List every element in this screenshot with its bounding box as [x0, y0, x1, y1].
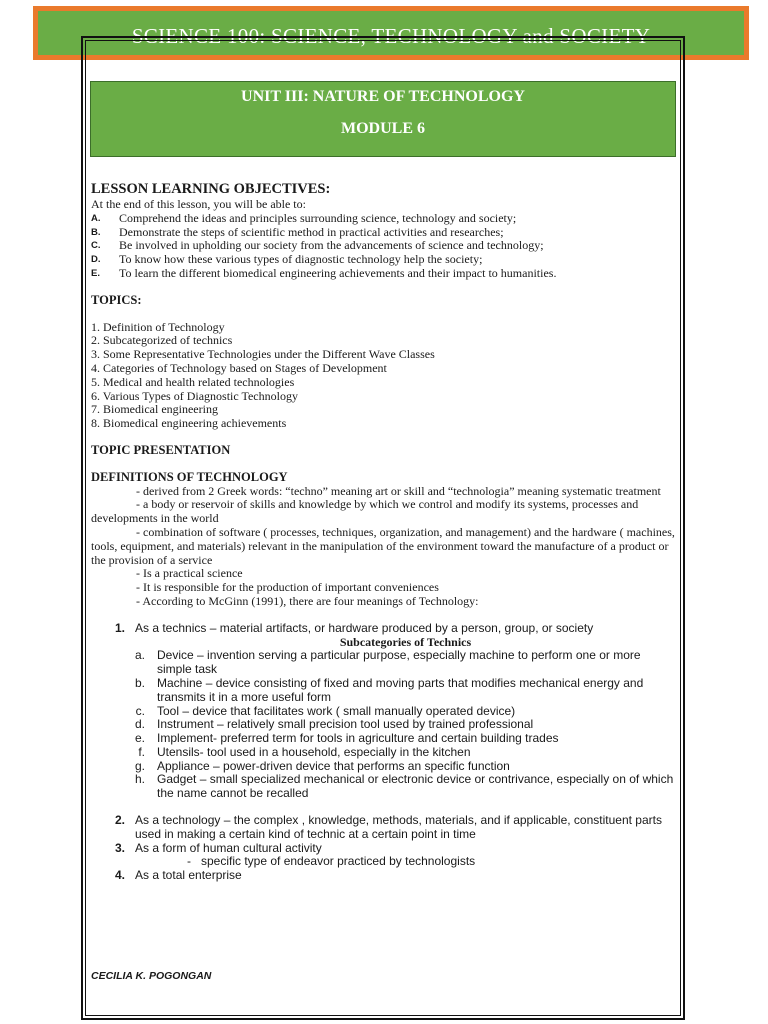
meaning-number: 1. [114, 620, 125, 635]
objective-item [91, 239, 676, 253]
subcategory-text: Machine – device consisting of fixed and moving parts that modifies mechanical energy and transmits it in a more useful form [157, 675, 644, 704]
meaning-number: 2. [114, 813, 125, 828]
subcategory-text: Tool – device that facilitates work ( small manually operated device) [157, 703, 516, 718]
dash-marker: - [187, 854, 191, 869]
definition-item: - a body or reservoir of skills and knowledge by which we control and modify its systems, processes and developments in the world [91, 497, 639, 526]
subcategory-letter: a. [134, 648, 145, 663]
author-name: CECILIA K. POGONGAN [91, 970, 212, 982]
objective-item [91, 226, 676, 240]
definition-item: - Is a practical science [136, 566, 243, 581]
unit-title: UNIT III: NATURE OF TECHNOLOGY [241, 88, 525, 105]
topic-item: 5. Medical and health related technologies [91, 374, 295, 389]
meaning-sub-text: specific type of endeavor practiced by technologists [201, 854, 476, 869]
meaning-number: 3. [114, 840, 125, 855]
topics-heading: TOPICS: [91, 292, 142, 307]
definition-item: - According to McGinn (1991), there are four meanings of Technology: [136, 593, 479, 608]
topic-item: 7. Biomedical engineering [91, 402, 218, 417]
objective-text: Be involved in upholding our society from the advancements of science and technology; [119, 238, 544, 253]
definition-item: - combination of software ( processes, techniques, organization, and management) and the hardware ( machines, tools, equipment, and materials) relevant in the manipulation of the environment toward the manufacture of a product or the provision of a service [91, 524, 675, 567]
meaning-item [91, 842, 676, 856]
subcategory-text: Appliance – power-driven device that performs an specific function [157, 758, 510, 773]
meaning-item [91, 869, 676, 883]
unit-header [90, 81, 676, 157]
subcategory-letter: b. [134, 675, 145, 690]
subcategory-text: Implement- preferred term for tools in agriculture and certain building trades [157, 731, 559, 746]
topic-presentation-heading: TOPIC PRESENTATION [91, 442, 231, 457]
objective-item [91, 267, 676, 281]
subcategory-letter: c. [135, 703, 145, 718]
subcategories-title: Subcategories of Technics [339, 634, 472, 649]
topic-item: 6. Various Types of Diagnostic Technology [91, 388, 298, 403]
subcategory-letter: e. [134, 731, 145, 746]
objective-letter: D. [91, 254, 101, 266]
meaning-text: As a technology – the complex , knowledge, methods, materials, and if applicable, constituent parts used in making a certain kind of technic at a certain point in time [135, 813, 662, 841]
definition-item: - It is responsible for the production of important conveniences [136, 580, 439, 595]
meaning-item [91, 622, 676, 636]
definition-item: - derived from 2 Greek words: “techno” meaning art or skill and “technologia” meaning systematic treatment [136, 483, 661, 498]
subcategory-item [91, 649, 676, 677]
course-title: SCIENCE 100: SCIENCE, TECHNOLOGY and SOCIETY [131, 24, 651, 48]
topic-item: 2. Subcategorized of technics [91, 333, 233, 348]
topics-list [91, 321, 676, 431]
objective-letter: E. [91, 267, 100, 279]
subcategory-item [91, 773, 676, 801]
subcategories-list [91, 649, 676, 801]
meaning-text: As a technics – material artifacts, or hardware produced by a person, group, or society [135, 620, 594, 635]
subcategory-letter: d. [134, 717, 145, 732]
document-body [91, 180, 676, 883]
objectives-heading: LESSON LEARNING OBJECTIVES: [91, 181, 331, 197]
topic-item: 3. Some Representative Technologies under the Different Wave Classes [91, 347, 435, 362]
subcategory-letter: g. [134, 758, 145, 773]
subcategory-item [91, 760, 676, 774]
meaning-item [91, 814, 676, 842]
topic-item: 8. Biomedical engineering achievements [91, 416, 287, 431]
meaning-sub-item [91, 855, 676, 869]
objective-text: Demonstrate the steps of scientific method in practical activities and researches; [119, 224, 504, 239]
subcategory-item [91, 718, 676, 732]
meaning-text: As a form of human cultural activity [135, 840, 322, 855]
subcategory-text: Device – invention serving a particular purpose, especially machine to perform one or more simple task [157, 648, 641, 677]
subcategory-letter: f. [138, 744, 145, 759]
objective-text: To know how these various types of diagnostic technology help the society; [119, 252, 483, 267]
subcategory-item [91, 705, 676, 719]
objective-letter: B. [91, 226, 101, 238]
objectives-intro: At the end of this lesson, you will be able to: [91, 197, 306, 211]
subcategory-item [91, 732, 676, 746]
topic-item: 4. Categories of Technology based on Stages of Development [91, 360, 387, 375]
meaning-text: As a total enterprise [135, 868, 242, 883]
objective-item [91, 212, 676, 226]
objective-item [91, 253, 676, 267]
objective-letter: C. [91, 240, 101, 252]
objective-text: Comprehend the ideas and principles surrounding science, technology and society; [119, 210, 517, 225]
subcategory-letter: h. [134, 772, 145, 787]
objective-letter: A. [91, 212, 101, 224]
topic-item: 1. Definition of Technology [91, 319, 225, 334]
definitions-heading: DEFINITIONS OF TECHNOLOGY [91, 469, 288, 484]
subcategory-text: Instrument – relatively small precision tool used by trained professional [157, 717, 534, 732]
subcategory-item [91, 677, 676, 705]
subcategory-item [91, 746, 676, 760]
module-title: MODULE 6 [341, 120, 425, 137]
subcategory-text: Gadget – small specialized mechanical or electronic device or contrivance, especially on of which the name cannot be recalled [157, 772, 674, 801]
objective-text: To learn the different biomedical engineering achievements and their impact to humanities. [119, 265, 557, 280]
meaning-number: 4. [114, 868, 125, 883]
subcategory-text: Utensils- tool used in a household, especially in the kitchen [157, 744, 471, 759]
objectives-list [91, 212, 676, 281]
